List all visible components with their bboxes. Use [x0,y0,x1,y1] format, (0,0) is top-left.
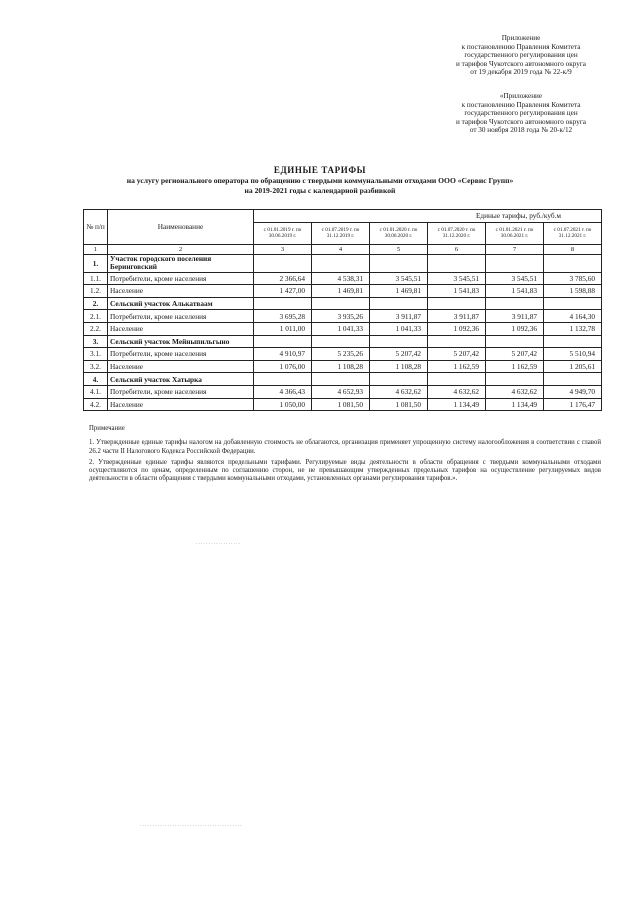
column-index: 4 [312,244,370,254]
header-num: № п/п [84,210,108,245]
section-row [84,373,602,386]
tariff-value: 1 176,47 [544,398,602,411]
row-num: 3.2. [84,360,108,373]
tariff-value: 3 935,26 [312,310,370,323]
tariff-value: 4 652,93 [312,385,370,398]
table-row [84,272,602,285]
period-header: с 01.01.2020 г. по 30.06.2020 г. [370,222,428,244]
table-row [84,310,602,323]
tariff-value: 1 011,00 [254,322,312,335]
tariff-value: 3 911,87 [370,310,428,323]
tariff-value: 3 545,51 [428,272,486,285]
tariff-value: 1 469,81 [370,285,428,298]
note-item: 2. Утвержденные единые тарифы являются предельными тарифами. Регулируемые виды деятельности в области обращения с твердыми коммунальными отходами осуществляются по ценам, определенным по соглашению сторон, не не превышающим утвержденных предельных тарифов на осуществление регулируемых видов деятельности в области обращения с твердыми коммунальными отходами, установленных органами регулирования тарифов.». [89,458,601,483]
row-name: Потребители, кроме населения [108,385,254,398]
row-num: 2.1. [84,310,108,323]
appendix-line: к постановлению Правления Комитета [461,42,581,51]
period-header: с 01.07.2021 г. по 31.12.2021 г. [544,222,602,244]
section-name: Участок городского поселения Беринговский [108,254,254,272]
row-name: Население [108,285,254,298]
section-name: Сельский участок Хатырка [108,373,254,386]
section-row [84,335,602,348]
row-name: Потребители, кроме населения [108,348,254,361]
tariff-value: 5 207,42 [486,348,544,361]
row-num: 4.2. [84,398,108,411]
section-name: Сельский участок Мейныпильгыно [108,335,254,348]
column-index: 5 [370,244,428,254]
section-row [84,254,602,272]
tariff-value: 1 162,59 [486,360,544,373]
tariff-value: 1 041,33 [370,322,428,335]
tariff-value: 4 632,62 [370,385,428,398]
tariff-value: 3 785,60 [544,272,602,285]
tariff-value: 3 911,87 [428,310,486,323]
tariff-value: 1 541,83 [486,285,544,298]
column-index: 2 [108,244,254,254]
period-header: с 01.01.2019 г. по 30.06.2019 г. [254,222,312,244]
tariff-value: 4 164,30 [544,310,602,323]
tariff-value: 3 545,51 [370,272,428,285]
row-num: 2.2. [84,322,108,335]
tariff-value: 1 469,81 [312,285,370,298]
column-index: 6 [428,244,486,254]
period-header: с 01.01.2021 г. по 30.06.2021 г. [486,222,544,244]
tariff-value: 1 108,28 [370,360,428,373]
section-num: 4. [84,373,108,386]
tariffs-table [83,209,602,411]
appendix-line: «Приложение [499,92,543,100]
tariff-value: 1 162,59 [428,360,486,373]
tariff-value: 1 427,00 [254,285,312,298]
row-name: Потребители, кроме населения [108,310,254,323]
tariff-value: 1 092,36 [486,322,544,335]
period-header: с 01.07.2019 г. по 31.12.2019 г. [312,222,370,244]
tariff-value: 5 207,42 [428,348,486,361]
tariff-value: 4 910,97 [254,348,312,361]
tariff-value: 5 510,94 [544,348,602,361]
tariff-value: 4 366,43 [254,385,312,398]
row-num: 4.1. [84,385,108,398]
table-row [84,398,602,411]
tariff-value: 1 081,50 [312,398,370,411]
table-row [84,360,602,373]
appendix-line: к постановлению Правления Комитета [461,100,581,109]
tariff-value: 4 538,31 [312,272,370,285]
appendix-line: и тарифов Чукотского автономного округа [456,59,586,68]
column-index: 1 [84,244,108,254]
column-index: 7 [486,244,544,254]
tariff-value: 1 041,33 [312,322,370,335]
row-num: 1.1. [84,272,108,285]
table-row [84,322,602,335]
note-item: 1. Утвержденные единые тарифы налогом на добавленную стоимость не облагаются, организация применяет упрощенную систему налогообложения в соответствии с главой 26.2 части II Налогового Кодекса Российской Федерации. [89,439,601,455]
table-row [84,285,602,298]
tariff-value: 1 541,83 [428,285,486,298]
appendix-line: от 30 ноября 2018 года № 20-к/12 [469,126,573,135]
tariff-value: 1 598,88 [544,285,602,298]
row-name: Население [108,322,254,335]
appendix-line: и тарифов Чукотского автономного округа [456,117,586,126]
document-subtitle: на услугу регионального оператора по обращению с твердыми коммунальными отходами ООО «Сервис Групп» [126,176,514,185]
tariff-value: 1 081,50 [370,398,428,411]
separator-dots: ......................................... [140,822,243,828]
tariff-value: 4 632,62 [428,385,486,398]
appendix-line: Приложение [501,34,541,42]
tariff-value: 1 050,00 [254,398,312,411]
period-header: с 01.07.2020 г. по 31.12.2020 г. [428,222,486,244]
table-row [84,348,602,361]
row-num: 3.1. [84,348,108,361]
appendix-line: государственного регулирования цен [464,51,578,60]
column-index: 8 [544,244,602,254]
tariff-value: 1 134,49 [428,398,486,411]
notes-section [89,425,601,487]
section-num: 3. [84,335,108,348]
separator-dots: .................. [196,540,241,546]
tariff-value: 4 632,62 [486,385,544,398]
section-name: Сельский участок Алькатваам [108,297,254,310]
tariff-value: 5 207,42 [370,348,428,361]
table-row [84,385,602,398]
document-title: ЕДИНЫЕ ТАРИФЫ [273,165,367,175]
tariff-value: 1 205,61 [544,360,602,373]
appendix-line: от 19 декабря 2019 года № 22-к/9 [470,68,572,77]
tariff-value: 1 134,49 [486,398,544,411]
header-name: Наименование [108,210,254,245]
column-index: 3 [254,244,312,254]
section-num: 2. [84,297,108,310]
tariff-value: 1 132,78 [544,322,602,335]
tariff-value: 1 092,36 [428,322,486,335]
appendix-line: государственного регулирования цен [464,109,578,118]
section-row [84,297,602,310]
tariff-value: 3 695,28 [254,310,312,323]
row-name: Население [108,398,254,411]
document-heading [60,165,580,195]
section-num: 1. [84,254,108,272]
tariff-value: 1 076,00 [254,360,312,373]
tariff-value: 1 108,28 [312,360,370,373]
header-tariff-group: Единые тарифы, руб./куб.м [254,210,602,223]
row-name: Население [108,360,254,373]
tariff-value: 3 911,87 [486,310,544,323]
document-period: на 2019-2021 годы с календарной разбивкой [244,185,396,195]
tariff-value: 5 235,26 [312,348,370,361]
appendix-previous [436,92,606,135]
row-name: Потребители, кроме населения [108,272,254,285]
row-num: 1.2. [84,285,108,298]
notes-title: Примечание [89,425,125,432]
tariff-value: 3 545,51 [486,272,544,285]
appendix-current [436,34,606,77]
tariff-value: 4 949,70 [544,385,602,398]
tariff-value: 2 366,64 [254,272,312,285]
